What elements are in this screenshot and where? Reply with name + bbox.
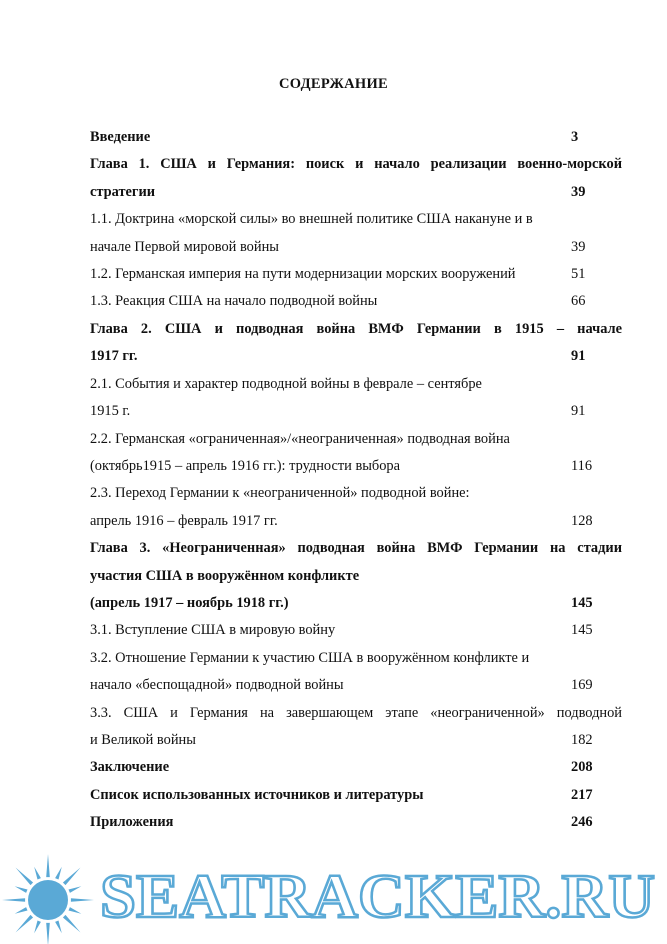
sun-ray <box>55 921 62 934</box>
sun-ray <box>16 915 34 933</box>
page-number: 246 <box>571 814 593 830</box>
sun-ray <box>63 868 81 886</box>
toc-entry: Введение 3 <box>90 126 622 148</box>
sun-ray <box>55 867 62 880</box>
page-number: 91 <box>571 403 586 419</box>
toc-entry: 3.3. США и Германия на завершающем этапе «неограниченной» подводной <box>90 705 622 721</box>
page-number: 182 <box>571 732 593 748</box>
page-number: 39 <box>571 239 586 255</box>
sun-ray <box>46 923 50 944</box>
toc-entry: стратегии 39 <box>90 181 622 203</box>
watermark-logo <box>0 842 667 944</box>
toc-entry: Список использованных источников и литературы 217 <box>90 784 622 806</box>
sun-ray <box>69 907 82 914</box>
page-number: 91 <box>571 348 586 364</box>
toc-entry: Глава 2. США и подводная война ВМФ Германии в 1915 – начале <box>90 321 622 337</box>
toc-entry: и Великой войны 182 <box>90 729 622 751</box>
toc-entry: Приложения 246 <box>90 811 622 833</box>
page-number: 145 <box>571 595 593 611</box>
toc-entry: участия США в вооружённом конфликте <box>90 568 360 584</box>
sun-ray <box>46 854 50 877</box>
sun-ray <box>15 907 28 914</box>
sun-ray <box>2 898 25 902</box>
page-number: 116 <box>571 458 593 474</box>
sun-ray <box>16 868 34 886</box>
page-number: 217 <box>571 787 593 803</box>
toc-entry: 1.3. Реакция США на начало подводной войны 66 <box>90 290 622 312</box>
sun-ray <box>63 915 81 933</box>
toc-entry: 2.3. Переход Германии к «неограниченной» подводной войне: <box>90 485 470 501</box>
toc-entry: Заключение 208 <box>90 756 622 778</box>
sun-ray <box>71 898 94 902</box>
toc-entry: (октябрь1915 – апрель 1916 гг.): трудности выбора 116 <box>90 455 622 477</box>
toc-entry: 1.1. Доктрина «морской силы» во внешней политике США накануне и в <box>90 211 533 227</box>
toc-entry: Глава 1. США и Германия: поиск и начало реализации военно-морской <box>90 156 622 172</box>
sun-ray <box>34 921 41 934</box>
page-number: 39 <box>571 184 586 200</box>
page-number: 208 <box>571 759 593 775</box>
page-number: 51 <box>571 266 586 282</box>
page-number: 128 <box>571 513 593 529</box>
sun-ray <box>34 867 41 880</box>
toc-entry: начале Первой мировой войны 39 <box>90 236 622 258</box>
page-title: СОДЕРЖАНИЕ <box>278 76 389 92</box>
sun-icon <box>2 854 94 944</box>
toc-entry: 3.2. Отношение Германии к участию США в вооружённом конфликте и <box>90 650 530 666</box>
toc-entry: Глава 3. «Неограниченная» подводная война ВМФ Германии на стадии <box>90 540 622 556</box>
page-number: 3 <box>571 129 579 145</box>
sun-ray <box>15 886 28 893</box>
page-number: 66 <box>571 293 586 309</box>
page-number: 169 <box>571 677 593 693</box>
toc-entry: начало «беспощадной» подводной войны 169 <box>90 674 622 696</box>
toc-entry: 1915 г. 91 <box>90 400 622 422</box>
toc-entry: (апрель 1917 – ноябрь 1918 гг.) 145 <box>90 592 622 614</box>
toc-entry: 2.2. Германская «ограниченная»/«неограниченная» подводная война <box>90 431 510 447</box>
toc-entry: 2.1. События и характер подводной войны в феврале – сентябре <box>90 376 482 392</box>
sun-ray <box>69 886 82 893</box>
toc-entry: 3.1. Вступление США в мировую войну 145 <box>90 619 622 641</box>
toc-entry: 1917 гг. 91 <box>90 345 622 367</box>
toc-entry: 1.2. Германская империя на пути модернизации морских вооружений 51 <box>90 263 622 285</box>
page-number: 145 <box>571 622 593 638</box>
watermark-text: SEATRACKER.RU <box>100 863 655 931</box>
toc-entry: апрель 1916 – февраль 1917 гг. 128 <box>90 510 622 532</box>
